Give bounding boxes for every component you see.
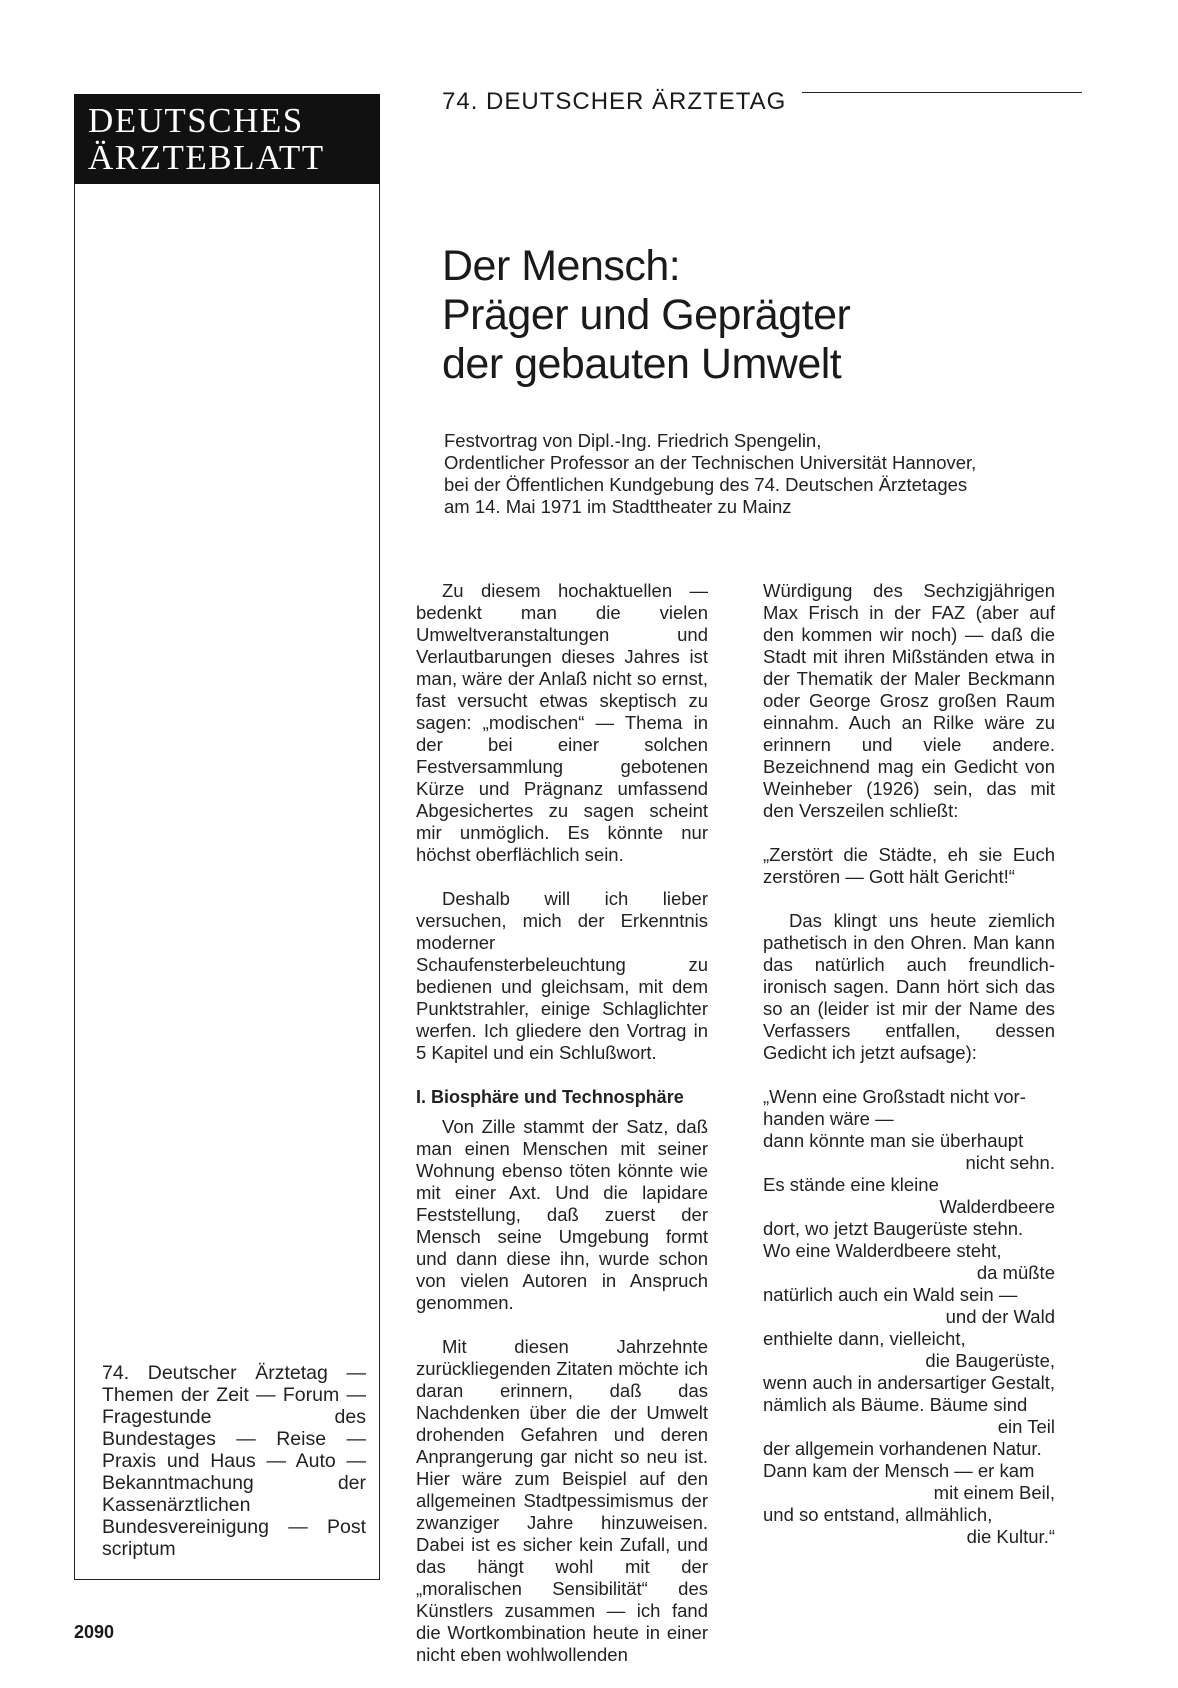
text-column-1 xyxy=(416,580,708,1688)
paragraph: Mit diesen Jahrzehnte zurückliegenden Zitaten möchte ich daran erinnern, daß das Nachdenken über die der Umwelt drohenden Gefahren und deren Anprangerung gar nicht so neu ist. Hier wäre zum Beispiel auf den allgemeinen Stadtpessimismus der zwanziger Jahre hinzuweisen. Dabei ist es sicher kein Zufall, und das hängt wohl mit der „moralischen Sensibilität“ des Künstlers zusammen — ich fand die Wortkombination heute in einer nicht eben wohlwollenden xyxy=(416,1336,708,1665)
poem-line: natürlich auch ein Wald sein — xyxy=(763,1284,1018,1305)
poem-line: die Kultur.“ xyxy=(966,1526,1055,1547)
masthead-line-1: DEUTSCHES xyxy=(88,101,304,140)
poem-line: enthielte dann, vielleicht, xyxy=(763,1328,966,1349)
poem-line: Es stände eine kleine xyxy=(763,1174,939,1195)
poem-line: der allgemein vorhandenen Natur. xyxy=(763,1438,1042,1459)
poem-line: mit einem Beil, xyxy=(933,1482,1055,1503)
article-title xyxy=(442,242,1122,389)
subtitle-line-4: am 14. Mai 1971 im Stadttheater zu Mainz xyxy=(444,496,792,517)
paragraph: Zu diesem hochaktuellen — bedenkt man die vielen Umweltveranstaltungen und Verlautbarungen dieses Jahres ist man, wäre der Anlaß nicht so ernst, fast versucht etwas skeptisch zu sagen: „modischen“ — Thema in der bei einer solchen Festversammlung gebotenen Kürze und Prägnanz umfassend Abgesichertes zu sagen scheint mir unmöglich. Es könnte nur höchst oberflächlich sein. xyxy=(416,580,708,865)
poem-line: ein Teil xyxy=(997,1416,1055,1437)
poem-line: dort, wo jetzt Baugerüste stehn. xyxy=(763,1218,1024,1239)
masthead-logo xyxy=(74,94,380,184)
title-line-1: Der Mensch: xyxy=(442,242,681,290)
header-rule-divider xyxy=(802,92,1082,93)
paragraph: Würdigung des Sechzigjährigen Max Frisch in der FAZ (aber auf den kommen wir noch) — daß die Stadt mit ihren Mißständen etwa in der Thematik der Maler Beckmann oder George Grosz großen Raum einnahm. Auch an Rilke wäre zu erinnern und viele andere. Bezeichnend mag ein Gedicht von Weinheber (1926) sein, das mit den Verszeilen schließt: xyxy=(763,580,1055,821)
poem-line: Dann kam der Mensch — er kam xyxy=(763,1460,1035,1481)
page-number: 2090 xyxy=(74,1622,115,1642)
masthead-line-2: ÄRZTEBLATT xyxy=(88,138,325,177)
poem-line: da müßte xyxy=(976,1262,1055,1283)
poem-line: dann könnte man sie überhaupt xyxy=(763,1130,1024,1151)
poem-line: nämlich als Bäume. Bäume sind xyxy=(763,1394,1028,1415)
poem-line: und so entstand, allmählich, xyxy=(763,1504,993,1525)
paragraph: Deshalb will ich lieber versuchen, mich der Erkenntnis moderner Schaufensterbeleuchtung zu bedienen und gleichsam, mit dem Punktstrahler, einige Schlaglichter werfen. Ich gliedere den Vortrag in 5 Kapitel und ein Schlußwort. xyxy=(416,888,708,1063)
title-line-2: Präger und Geprägter xyxy=(442,291,851,339)
sidebar-contents: 74. Deutscher Ärztetag — Themen der Zeit — Forum — Fragestunde des Bundestages — Reise — Praxis und Haus — Auto — Bekanntmachung der Kassenärztlichen Bundesvereinigung — Post scriptum xyxy=(102,1362,366,1560)
poem-line: nicht sehn. xyxy=(965,1152,1055,1173)
subtitle-line-2: Ordentlicher Professor an der Technischen Universität Hannover, xyxy=(444,452,977,473)
poem-line: „Wenn eine Großstadt nicht vor- xyxy=(763,1086,1026,1107)
section-header: 74. DEUTSCHER ÄRZTETAG xyxy=(442,88,787,115)
poem-line: die Baugerüste, xyxy=(925,1350,1055,1371)
quote: „Zerstört die Städte, eh sie Euch zerstören — Gott hält Gericht!“ xyxy=(763,844,1055,887)
text-column-2 xyxy=(763,580,1055,1548)
poem-line: wenn auch in andersartiger Gestalt, xyxy=(763,1372,1056,1393)
poem-line: und der Wald xyxy=(945,1306,1055,1327)
section-heading: I. Biosphäre und Technosphäre xyxy=(416,1087,684,1107)
article-subtitle xyxy=(444,430,1064,518)
poem-line: handen wäre — xyxy=(763,1108,894,1129)
paragraph: Von Zille stammt der Satz, daß man einen Menschen mit seiner Wohnung ebenso töten könnte wie mit einer Axt. Und die lapidare Feststellung, daß zuerst der Mensch seine Umgebung formt und dann diese ihn, wurde schon von vielen Autoren in Anspruch genommen. xyxy=(416,1116,708,1313)
poem-line: Wo eine Walderdbeere steht, xyxy=(763,1240,1002,1261)
title-line-3: der gebauten Umwelt xyxy=(442,340,842,388)
poem xyxy=(763,1086,1055,1548)
paragraph: Das klingt uns heute ziemlich pathetisch in den Ohren. Man kann das natürlich auch freundlich-ironisch sagen. Dann hört sich das so an (leider ist mir der Name des Verfassers entfallen, dessen Gedicht ich jetzt aufsage): xyxy=(763,910,1055,1063)
subtitle-line-1: Festvortrag von Dipl.-Ing. Friedrich Spengelin, xyxy=(444,430,822,451)
subtitle-line-3: bei der Öffentlichen Kundgebung des 74. Deutschen Ärztetages xyxy=(444,474,968,495)
poem-line: Walderdbeere xyxy=(939,1196,1055,1217)
